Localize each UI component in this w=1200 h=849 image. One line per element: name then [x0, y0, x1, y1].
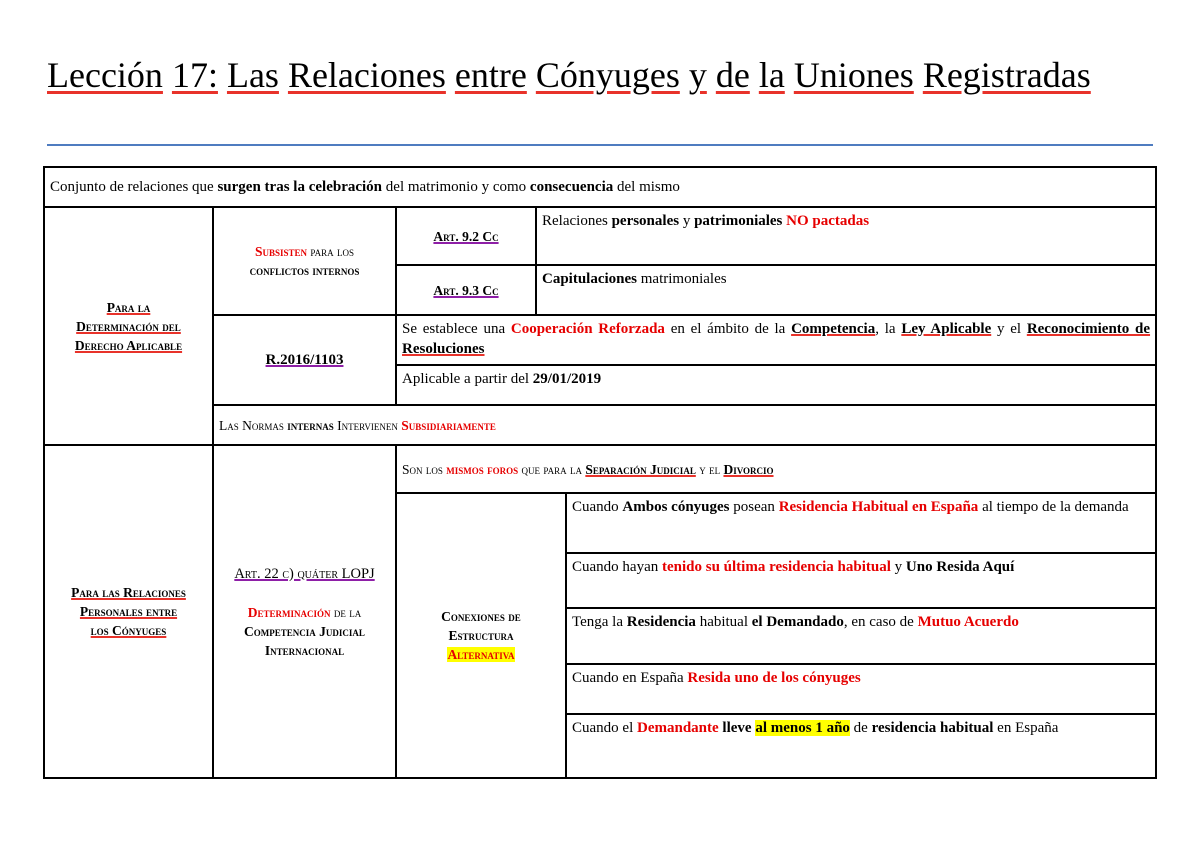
conexion-4 — [566, 664, 1156, 714]
summary-table — [43, 166, 1157, 779]
title-word: Registradas — [922, 55, 1091, 95]
text: Mutuo Acuerdo — [917, 614, 1019, 630]
title-word: Relaciones — [287, 55, 446, 95]
section-label-personal-relations — [44, 445, 213, 778]
text: Determinación — [247, 604, 331, 620]
text: tenido su última residencia habitual — [661, 559, 891, 575]
conexiones-cell — [396, 493, 566, 778]
conexion-5 — [566, 714, 1156, 778]
intro-cell — [44, 167, 1156, 207]
title-word: de — [715, 55, 750, 95]
text: Separación Judicial — [585, 461, 696, 477]
page-title — [47, 55, 1153, 95]
text: Divorcio — [723, 461, 774, 477]
text: Competencia Judicial — [244, 623, 365, 639]
text: matrimoniales — [637, 271, 727, 287]
text: Uno Resida Aquí — [905, 559, 1015, 575]
text: Alternativa — [447, 647, 515, 662]
text: patrimoniales — [694, 213, 783, 229]
foros-cell — [396, 445, 1156, 493]
title-rule — [47, 144, 1153, 146]
text: y el — [991, 321, 1027, 337]
text: Cuando en España — [572, 670, 688, 686]
text: Internacional — [264, 642, 345, 658]
text: en España — [993, 720, 1059, 736]
table-row — [44, 207, 1156, 265]
text: Residencia Habitual en España — [778, 499, 979, 515]
text: consecuencia — [529, 179, 614, 195]
text: R.2016/1103 — [265, 352, 344, 368]
text: Reconocimiento de Resoluciones — [402, 321, 1151, 357]
text: surgen tras la celebración — [217, 179, 383, 195]
text: mismos foros — [446, 461, 519, 477]
conexion-2 — [566, 553, 1156, 608]
title-word: Las — [226, 55, 279, 95]
text: en el ámbito de la — [664, 321, 792, 337]
text: Resida uno de los cónyuges — [687, 670, 861, 686]
text: Cuando hayan — [572, 559, 662, 575]
text: internas — [287, 417, 334, 433]
text: y el — [695, 461, 724, 477]
text: Capitulaciones — [542, 271, 638, 287]
title-word: 17: — [171, 55, 218, 95]
title-word: Lección — [47, 55, 163, 95]
text: al tiempo de la demanda — [978, 499, 1129, 515]
text: Estructura — [448, 628, 514, 643]
art-9-2-cell — [396, 207, 536, 265]
text: y — [679, 213, 695, 229]
text: Ley Aplicable — [901, 321, 992, 337]
text: Subsidiariamente — [401, 417, 496, 433]
text: habitual — [695, 614, 752, 630]
text: de — [849, 720, 872, 736]
text: Derecho Aplicable — [74, 337, 183, 353]
art-22-cell — [213, 445, 396, 778]
text: personales — [611, 213, 680, 229]
text: Tenga la — [572, 614, 627, 630]
text: Ambos cónyuges — [622, 499, 730, 515]
text: Subsisten — [255, 244, 308, 259]
title-word: la — [758, 55, 785, 95]
text: , en caso de — [843, 614, 918, 630]
text: Art. 9.3 Cc — [433, 282, 499, 298]
cooperacion-cell — [396, 315, 1156, 365]
text: Demandante — [637, 720, 719, 736]
text: que para la — [518, 461, 586, 477]
art-9-3-cell — [396, 265, 536, 315]
text: conflictos internos — [249, 263, 360, 278]
text: Las Normas — [219, 417, 288, 433]
text: Conjunto de relaciones que — [50, 179, 218, 195]
text: al menos 1 año — [755, 720, 850, 736]
normas-cell — [213, 405, 1156, 445]
text: Para la — [106, 299, 151, 315]
text: NO pactadas — [786, 213, 870, 229]
text: Personales entre — [79, 604, 178, 619]
aplicable-cell — [396, 365, 1156, 405]
subsisten-cell — [213, 207, 396, 315]
text: Intervienen — [333, 417, 402, 433]
conexion-1 — [566, 493, 1156, 553]
conexion-3 — [566, 608, 1156, 664]
table-row — [44, 445, 1156, 493]
text: Para las Relaciones — [71, 585, 186, 600]
text: residencia habitual — [871, 720, 994, 736]
text: y — [890, 559, 906, 575]
text: Residencia — [626, 614, 696, 630]
section-label-applicable-law — [44, 207, 213, 445]
text: Cooperación Reforzada — [510, 321, 665, 337]
text: 29/01/2019 — [532, 371, 602, 387]
title-word: entre — [454, 55, 527, 95]
text: posean — [729, 499, 779, 515]
text: del matrimonio y como — [382, 179, 530, 195]
text: lleve — [722, 720, 752, 736]
title-word: Uniones — [793, 55, 914, 95]
text: Se establece una — [402, 321, 511, 337]
table-row — [44, 167, 1156, 207]
text: , la — [875, 321, 902, 337]
capitulaciones-cell — [536, 265, 1156, 315]
text: del mismo — [613, 179, 680, 195]
text: para los — [307, 244, 354, 259]
text: Determinación del — [76, 318, 181, 334]
text: Relaciones — [542, 213, 612, 229]
text: Art. 9.2 Cc — [433, 228, 499, 244]
text: el Demandado — [751, 614, 844, 630]
title-word: Cónyuges — [535, 55, 680, 95]
text: Cuando el — [572, 720, 637, 736]
text: de la — [330, 604, 362, 620]
text: Competencia — [791, 321, 876, 337]
text: los Cónyuges — [90, 623, 167, 638]
text: Cuando — [572, 499, 623, 515]
text: Conexiones de — [441, 609, 521, 624]
title-word: y — [688, 55, 707, 95]
relaciones-cell — [536, 207, 1156, 265]
text: Art. 22 c) quáter LOPJ — [234, 565, 375, 582]
text: Aplicable a partir del — [402, 371, 533, 387]
text: Son los — [402, 461, 447, 477]
regulation-cell — [213, 315, 396, 405]
